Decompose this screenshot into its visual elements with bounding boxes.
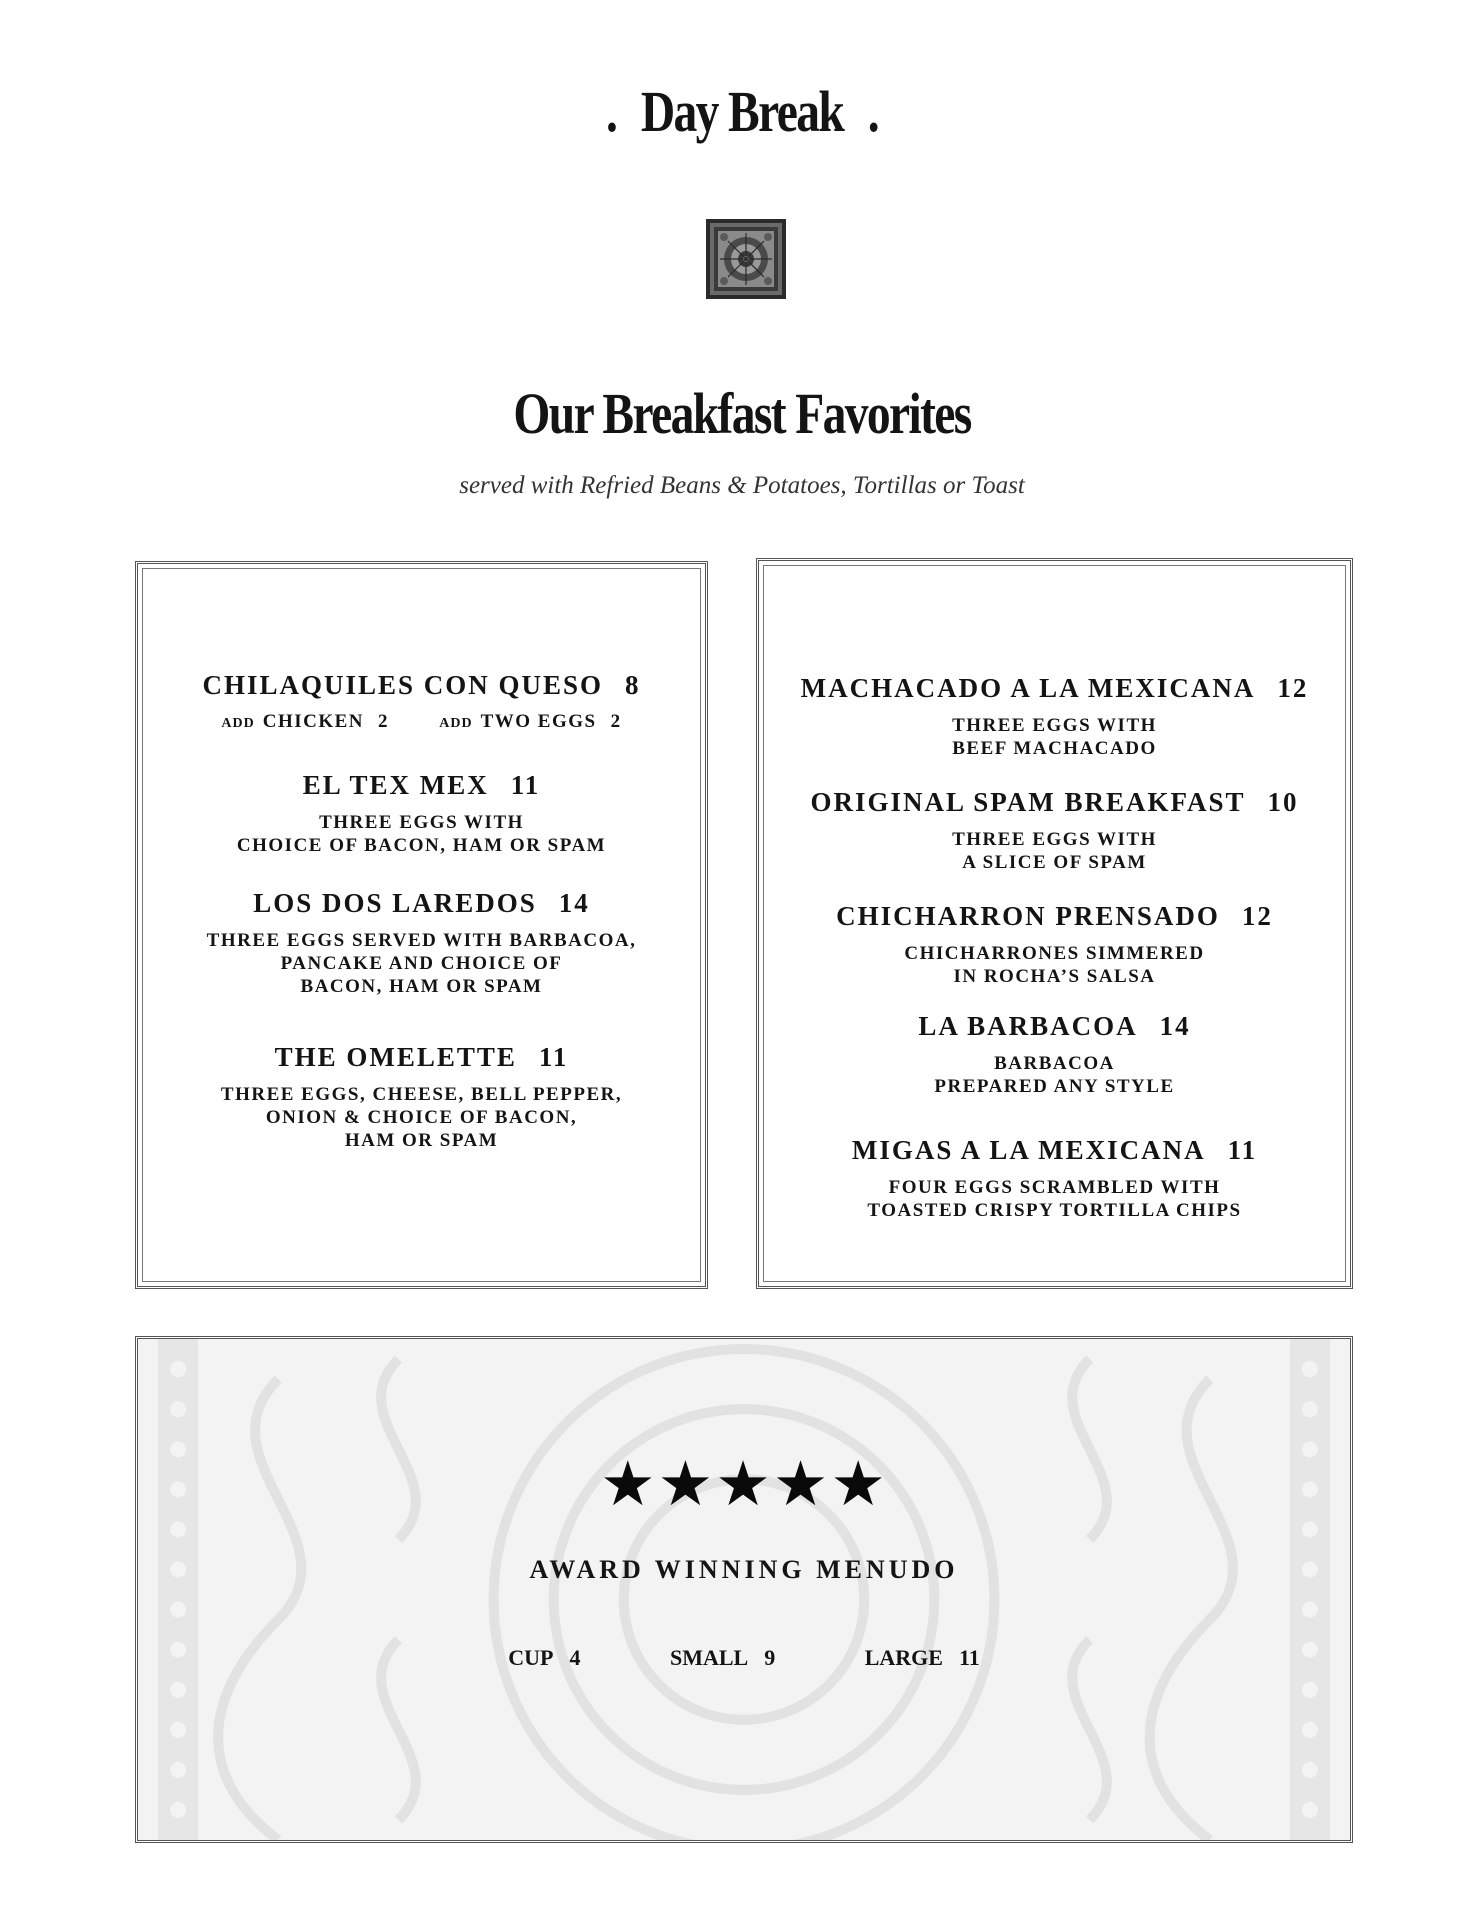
menu-item-chilaquiles [138,670,705,733]
size-label: SMALL [669,1645,749,1670]
brand-dot-right: . [867,79,879,144]
description-line: A SLICE OF SPAM [962,852,1147,873]
item-name-line [138,1042,705,1073]
addon-price: 2 [610,711,622,732]
size-small [670,1645,775,1671]
item-price: 14 [558,888,590,918]
menu-item-el-tex-mex [138,770,705,857]
menu-item-chicharron [759,901,1350,988]
addon-prefix: ADD [221,716,255,731]
item-name-line [759,901,1350,932]
description-line: THREE EGGS WITH [952,715,1157,736]
addon-label: CHICKEN [262,711,365,732]
menu-box-left [135,561,708,1289]
item-price: 11 [1227,1135,1258,1165]
item-name: LA BARBACOA [918,1011,1138,1041]
size-price: 9 [764,1645,776,1670]
item-name: MACHACADO A LA MEXICANA [800,673,1256,703]
description-line: BEEF MACHACADO [952,738,1157,759]
item-name: CHILAQUILES CON QUESO [202,670,604,700]
item-name: LOS DOS LAREDOS [253,888,537,918]
description-line: ONION & CHOICE OF BACON, [265,1107,578,1128]
item-description [759,714,1350,760]
item-name-line [138,770,705,801]
brand-name: Day Break [640,79,844,144]
menudo-panel [135,1336,1353,1843]
description-line: CHICHARRONES SIMMERED [904,943,1205,964]
description-line: PREPARED ANY STYLE [934,1076,1175,1097]
menudo-sizes [138,1645,1350,1671]
menudo-title: AWARD WINNING MENUDO [529,1555,959,1584]
description-line: HAM OR SPAM [344,1130,499,1151]
item-price: 11 [510,770,541,800]
item-price: 8 [625,670,641,700]
menu-item-spam-breakfast [759,787,1350,874]
item-description [759,828,1350,874]
addon-price: 2 [378,711,390,732]
item-name-line [759,673,1350,704]
menu-item-machacado [759,673,1350,760]
item-description [759,1052,1350,1098]
size-price: 11 [958,1645,980,1670]
description-line: THREE EGGS, CHEESE, BELL PEPPER, [220,1084,623,1105]
addon-prefix: ADD [439,716,473,731]
five-star-rating: ★★★★★ [600,1447,888,1520]
menu-item-migas [759,1135,1350,1222]
size-price: 4 [569,1645,581,1670]
item-price: 11 [538,1042,569,1072]
item-name-line [138,670,705,701]
size-label: LARGE [864,1645,943,1670]
item-description [138,1083,705,1152]
ornamental-tile-icon [706,219,786,299]
description-line: THREE EGGS WITH [952,829,1157,850]
description-line: BARBACOA [994,1053,1115,1074]
item-name-line [759,787,1350,818]
description-line: THREE EGGS SERVED WITH BARBACOA, [206,930,637,951]
item-name: ORIGINAL SPAM BREAKFAST [810,787,1246,817]
section-title: Our Breakfast Favorites [513,381,971,446]
menu-item-the-omelette [138,1042,705,1152]
item-price: 12 [1277,673,1309,703]
item-name: MIGAS A LA MEXICANA [851,1135,1206,1165]
item-name: CHICHARRON PRENSADO [836,901,1220,931]
item-name-line [759,1011,1350,1042]
item-description [759,942,1350,988]
description-line: BACON, HAM OR SPAM [300,976,543,997]
description-line: TOASTED CRISPY TORTILLA CHIPS [867,1200,1242,1221]
size-large [865,1645,980,1671]
item-description [759,1176,1350,1222]
menu-item-los-dos-laredos [138,888,705,998]
addon-row [138,711,705,733]
section-subtitle: served with Refried Beans & Potatoes, Tortillas or Toast [459,472,1025,499]
menu-item-la-barbacoa [759,1011,1350,1098]
description-line: THREE EGGS WITH [319,812,524,833]
item-name: THE OMELETTE [274,1042,517,1072]
description-line: PANCAKE AND CHOICE OF [280,953,563,974]
addon-label: TWO EGGS [480,711,597,732]
damask-pattern-background [138,1339,1350,1840]
item-name-line [759,1135,1350,1166]
item-price: 12 [1241,901,1273,931]
brand-dot-left: . [605,79,617,144]
item-price: 10 [1267,787,1299,817]
size-cup [508,1645,580,1671]
description-line: IN ROCHA’S SALSA [953,966,1156,987]
size-label: CUP [508,1645,554,1670]
item-name-line [138,888,705,919]
item-description [138,929,705,998]
addon-two-eggs [439,711,621,733]
addon-chicken [221,711,389,733]
item-description [138,811,705,857]
item-name: EL TEX MEX [302,770,489,800]
brand-title [134,78,1351,145]
menu-box-right [756,558,1353,1289]
description-line: FOUR EGGS SCRAMBLED WITH [888,1177,1221,1198]
item-price: 14 [1159,1011,1191,1041]
description-line: CHOICE OF BACON, HAM OR SPAM [236,835,607,856]
